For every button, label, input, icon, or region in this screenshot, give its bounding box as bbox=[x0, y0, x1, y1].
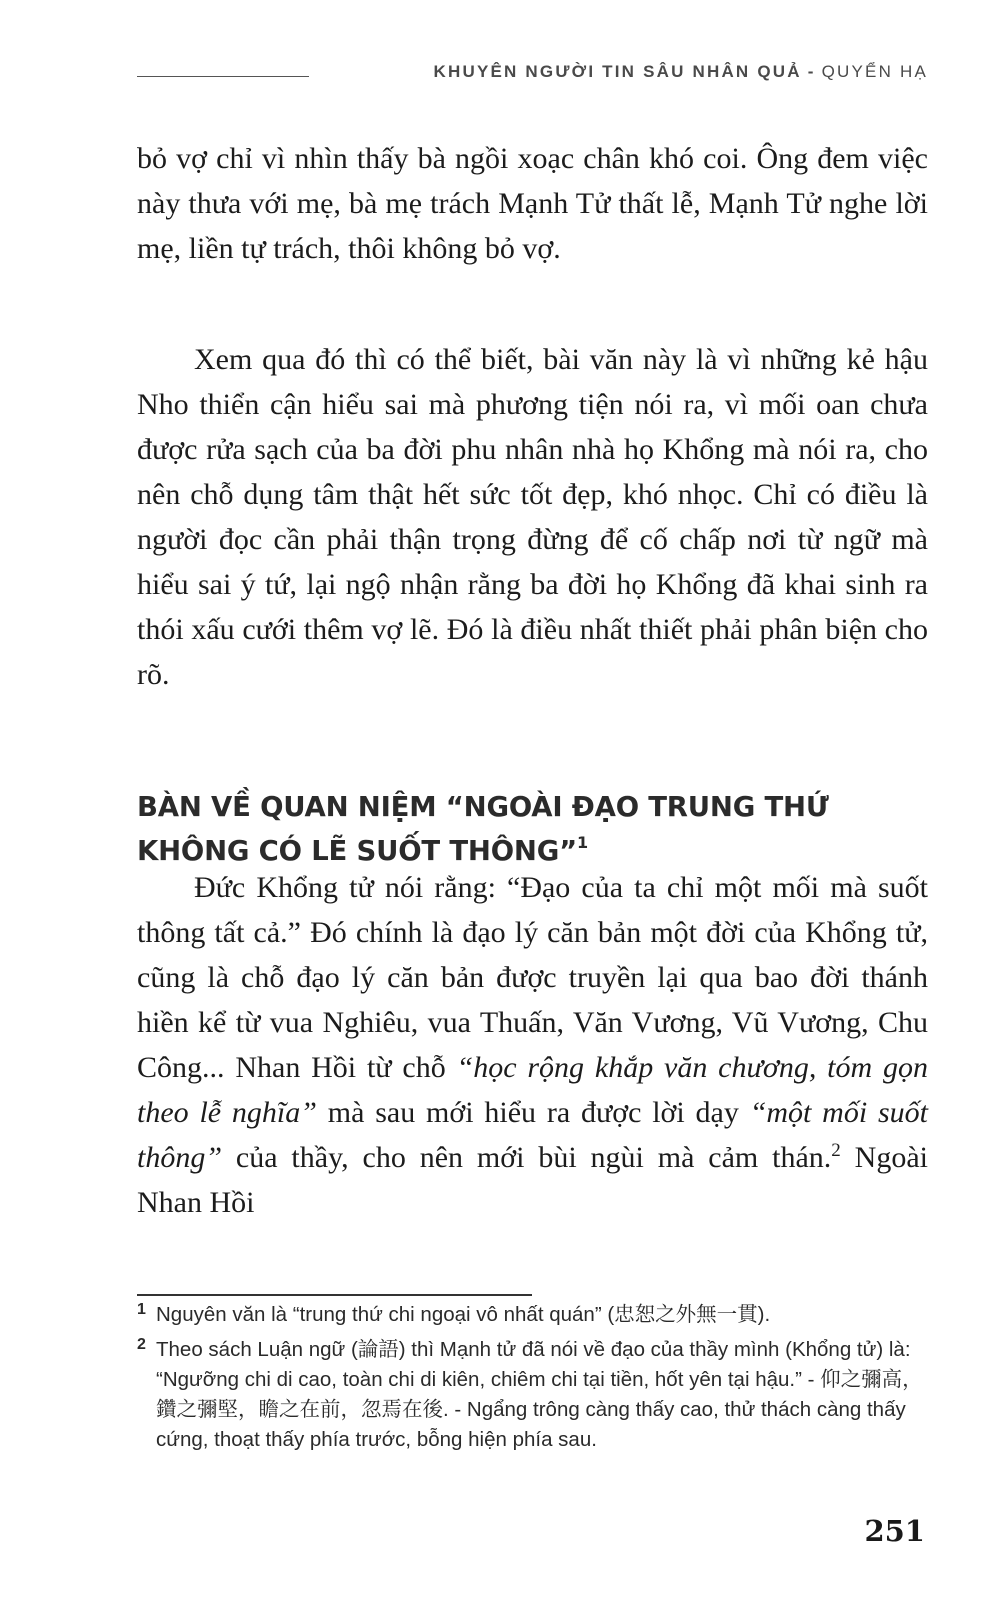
header-rule bbox=[137, 76, 309, 77]
section-heading-footnote-ref: 1 bbox=[576, 833, 588, 852]
running-head-book-title: KHUYÊN NGƯỜI TIN SÂU NHÂN QUẢ bbox=[433, 62, 802, 81]
paragraph-2 bbox=[137, 337, 928, 697]
running-head-volume: QUYỂN HẠ bbox=[821, 62, 928, 81]
footnote-1 bbox=[137, 1300, 928, 1330]
paragraph-3-text bbox=[137, 865, 928, 1225]
paragraph-3-seg1: Đức Khổng tử nói rằng: “Đạo của ta chỉ một mối mà suốt thông tất cả.” Đó chính là đạo lý căn bản một đời của Khổng tử, cũng là chỗ đạo lý căn bản được truyền lại qua bao đời thánh hiền kể từ vua Nghiêu, vua Thuấn, Văn Vương, Vũ Vương, Chu Công... Nhan Hồi từ chỗ bbox=[137, 871, 928, 1084]
footnote-rule bbox=[137, 1294, 532, 1296]
section-heading bbox=[137, 785, 928, 873]
running-head-separator: - bbox=[807, 62, 816, 81]
paragraph-3-seg4: Ngoài Nhan Hồi bbox=[137, 1141, 928, 1219]
footnote-2 bbox=[137, 1335, 928, 1455]
paragraph-3-seg2: mà sau mới hiểu ra được lời dạy bbox=[316, 1096, 750, 1129]
page-number: 251 bbox=[864, 1514, 925, 1548]
paragraph-3-quote-2: “một mối suốt thông” bbox=[137, 1096, 929, 1174]
footnote-1-number: 1 bbox=[137, 1301, 146, 1318]
running-head bbox=[434, 62, 928, 82]
paragraph-3-seg3: của thầy, cho nên mới bùi ngùi mà cảm thán. bbox=[222, 1141, 832, 1174]
paragraph-3 bbox=[137, 865, 928, 1225]
footnote-1-text: Nguyên văn là “trung thứ chi ngoại vô nhất quán” (忠恕之外無一貫). bbox=[156, 1303, 771, 1326]
paragraph-3-footnote-ref: 2 bbox=[831, 1140, 841, 1161]
section-heading-text: BÀN VỀ QUAN NIỆM “NGOÀI ĐẠO TRUNG THỨ KHÔNG CÓ LẼ SUỐT THÔNG” bbox=[137, 791, 829, 867]
paragraph-2-text: Xem qua đó thì có thể biết, bài văn này là vì những kẻ hậu Nho thiển cận hiểu sai mà phương tiện nói ra, vì mối oan chưa được rửa sạch của ba đời phu nhân nhà họ Khổng mà nói ra, cho nên chỗ dụng tâm thật hết sức tốt đẹp, khó nhọc. Chỉ có điều là người đọc cần phải thận trọng đừng để cố chấp nơi từ ngữ mà hiểu sai ý tứ, lại ngộ nhận rằng ba đời họ Khổng đã khai sinh ra thói xấu cưới thêm vợ lẽ. Đó là điều nhất thiết phải phân biện cho rõ. bbox=[137, 343, 928, 691]
footnote-2-text: Theo sách Luận ngữ (論語) thì Mạnh tử đã nói về đạo của thầy mình (Khổng tử) là: “Ngưỡng chi di cao, toàn chi di kiên, chiêm chi tại tiền, hốt yên tại hậu.” - 仰之彌高，鑽之彌堅，瞻之在前，忽焉在後. - Ngẩng trông càng thấy cao, thử thách càng thấy cứng, thoạt thấy phía trước, bỗng hiện phía sau. bbox=[156, 1338, 923, 1451]
footnotes bbox=[137, 1300, 928, 1455]
footnote-2-number: 2 bbox=[137, 1336, 146, 1353]
paragraph-1-text: bỏ vợ chỉ vì nhìn thấy bà ngồi xoạc chân khó coi. Ông đem việc này thưa với mẹ, bà mẹ trách Mạnh Tử thất lễ, Mạnh Tử nghe lời mẹ, liền tự trách, thôi không bỏ vợ. bbox=[137, 142, 928, 265]
paragraph-continued bbox=[137, 136, 928, 271]
paragraph-3-quote-1: “học rộng khắp văn chương, tóm gọn theo lễ nghĩa” bbox=[137, 1051, 929, 1129]
